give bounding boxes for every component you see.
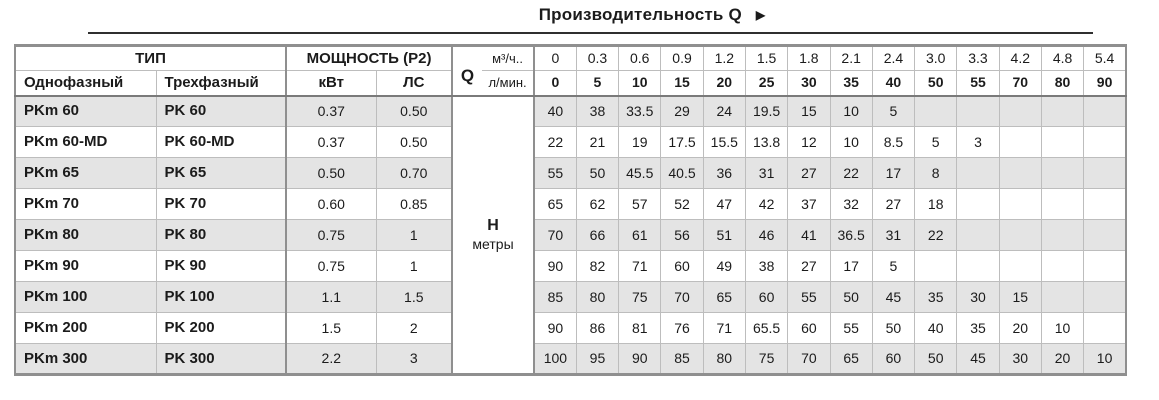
pump-row	[15, 96, 1126, 127]
flow-lmin-value: 10	[619, 71, 661, 96]
head-value: 60	[661, 251, 703, 282]
power-kw: 0.75	[286, 251, 376, 282]
flow-m3h-value: 1.8	[788, 46, 830, 71]
pump-model-single: PKm 80	[15, 220, 156, 251]
head-value: 65.5	[745, 313, 787, 344]
header-row-units	[15, 71, 1126, 96]
head-value: 60	[788, 313, 830, 344]
head-value: 29	[661, 96, 703, 127]
head-value: 10	[1084, 344, 1126, 375]
power-hp: 0.50	[376, 96, 452, 127]
power-kw: 0.75	[286, 220, 376, 251]
head-value: 13.8	[745, 127, 787, 158]
flow-m3h-value: 0.9	[661, 46, 703, 71]
head-value: 71	[619, 251, 661, 282]
head-value: 95	[576, 344, 618, 375]
pump-model-three: PK 300	[156, 344, 286, 375]
head-value	[999, 220, 1041, 251]
q-header: Q	[452, 46, 482, 96]
head-value	[999, 96, 1041, 127]
flow-lmin-value: 40	[872, 71, 914, 96]
head-value	[1084, 220, 1126, 251]
lmin-unit-label: л/мин.	[482, 71, 534, 96]
head-value: 32	[830, 189, 872, 220]
flow-m3h-value: 2.1	[830, 46, 872, 71]
head-value: 27	[788, 158, 830, 189]
head-value: 55	[830, 313, 872, 344]
head-value: 70	[661, 282, 703, 313]
head-value: 38	[576, 96, 618, 127]
head-value: 71	[703, 313, 745, 344]
flow-lmin-value: 35	[830, 71, 872, 96]
h-label: H	[487, 217, 499, 234]
pump-model-three: PK 60-MD	[156, 127, 286, 158]
pump-row	[15, 158, 1126, 189]
head-value	[1041, 127, 1083, 158]
head-value: 12	[788, 127, 830, 158]
power-kw: 0.50	[286, 158, 376, 189]
m3h-unit-label: м³/ч..	[482, 46, 534, 71]
head-value: 90	[619, 344, 661, 375]
head-value: 100	[534, 344, 576, 375]
power-hp: 0.70	[376, 158, 452, 189]
head-value: 10	[830, 127, 872, 158]
pump-model-single: PKm 90	[15, 251, 156, 282]
head-value: 82	[576, 251, 618, 282]
head-value: 66	[576, 220, 618, 251]
power-hp: 1.5	[376, 282, 452, 313]
head-value: 75	[745, 344, 787, 375]
head-value: 70	[534, 220, 576, 251]
head-value: 76	[661, 313, 703, 344]
head-value	[1084, 158, 1126, 189]
flow-lmin-value: 80	[1041, 71, 1083, 96]
single-phase-header: Однофазный	[15, 71, 156, 96]
head-value: 50	[872, 313, 914, 344]
three-phase-header: Трехфазный	[156, 71, 286, 96]
flow-lmin-value: 5	[576, 71, 618, 96]
pump-model-three: PK 90	[156, 251, 286, 282]
head-value: 75	[619, 282, 661, 313]
power-hp: 3	[376, 344, 452, 375]
head-value: 50	[576, 158, 618, 189]
head-value: 19.5	[745, 96, 787, 127]
head-value: 61	[619, 220, 661, 251]
flow-m3h-value: 0.3	[576, 46, 618, 71]
head-value: 10	[830, 96, 872, 127]
head-value: 10	[1041, 313, 1083, 344]
head-value: 49	[703, 251, 745, 282]
head-value: 18	[915, 189, 957, 220]
head-value: 38	[745, 251, 787, 282]
pump-model-three: PK 60	[156, 96, 286, 127]
head-value: 30	[999, 344, 1041, 375]
pump-model-single: PKm 100	[15, 282, 156, 313]
head-value: 40.5	[661, 158, 703, 189]
head-value: 70	[788, 344, 830, 375]
head-value: 80	[576, 282, 618, 313]
kw-header: кВт	[286, 71, 376, 96]
head-value: 57	[619, 189, 661, 220]
flow-m3h-value: 4.8	[1041, 46, 1083, 71]
head-value: 24	[703, 96, 745, 127]
head-value: 62	[576, 189, 618, 220]
power-kw: 0.37	[286, 127, 376, 158]
head-value	[957, 158, 999, 189]
head-value	[1084, 96, 1126, 127]
head-value: 60	[872, 344, 914, 375]
head-value: 80	[703, 344, 745, 375]
power-hp: 0.85	[376, 189, 452, 220]
pump-model-single: PKm 70	[15, 189, 156, 220]
head-value	[999, 189, 1041, 220]
head-value: 22	[915, 220, 957, 251]
head-value: 19	[619, 127, 661, 158]
head-value	[915, 251, 957, 282]
head-value: 5	[872, 96, 914, 127]
head-value: 3	[957, 127, 999, 158]
flow-m3h-value: 2.4	[872, 46, 914, 71]
meters-label: метры	[472, 235, 514, 252]
flow-lmin-value: 15	[661, 71, 703, 96]
head-value	[999, 127, 1041, 158]
flow-lmin-value: 50	[915, 71, 957, 96]
pump-model-single: PKm 300	[15, 344, 156, 375]
head-value	[957, 220, 999, 251]
head-value: 20	[1041, 344, 1083, 375]
head-value: 36.5	[830, 220, 872, 251]
flow-lmin-value: 55	[957, 71, 999, 96]
head-value: 65	[703, 282, 745, 313]
power-kw: 0.37	[286, 96, 376, 127]
flow-m3h-value: 0.6	[619, 46, 661, 71]
head-value: 65	[830, 344, 872, 375]
head-value	[1041, 96, 1083, 127]
head-value: 15	[999, 282, 1041, 313]
head-value: 5	[872, 251, 914, 282]
head-value	[915, 96, 957, 127]
right-arrow-icon: ▶	[755, 8, 766, 22]
head-value: 85	[661, 344, 703, 375]
pump-row	[15, 251, 1126, 282]
flow-m3h-value: 1.2	[703, 46, 745, 71]
type-group-header: ТИП	[15, 46, 286, 71]
head-value: 46	[745, 220, 787, 251]
flow-lmin-value: 90	[1084, 71, 1126, 96]
head-value: 45	[957, 344, 999, 375]
pump-row	[15, 344, 1126, 375]
flow-lmin-value: 70	[999, 71, 1041, 96]
head-value: 36	[703, 158, 745, 189]
power-hp: 0.50	[376, 127, 452, 158]
pump-model-single: PKm 60	[15, 96, 156, 127]
head-value: 15	[788, 96, 830, 127]
head-value: 17	[872, 158, 914, 189]
head-value: 30	[957, 282, 999, 313]
head-value: 51	[703, 220, 745, 251]
head-value	[999, 251, 1041, 282]
head-value: 22	[534, 127, 576, 158]
pump-model-three: PK 65	[156, 158, 286, 189]
power-group-header: МОЩНОСТЬ (P2)	[286, 46, 452, 71]
pump-row	[15, 189, 1126, 220]
hp-header: ЛС	[376, 71, 452, 96]
pump-model-single: PKm 200	[15, 313, 156, 344]
head-value: 90	[534, 251, 576, 282]
head-value	[1041, 220, 1083, 251]
pump-model-single: PKm 65	[15, 158, 156, 189]
head-value: 8	[915, 158, 957, 189]
head-value	[1041, 251, 1083, 282]
flow-lmin-value: 0	[534, 71, 576, 96]
head-value	[1041, 189, 1083, 220]
page-title	[539, 5, 766, 25]
head-value	[957, 189, 999, 220]
head-value: 81	[619, 313, 661, 344]
head-value: 90	[534, 313, 576, 344]
power-kw: 1.5	[286, 313, 376, 344]
head-value: 47	[703, 189, 745, 220]
head-value: 56	[661, 220, 703, 251]
head-value: 50	[830, 282, 872, 313]
head-value: 52	[661, 189, 703, 220]
head-value	[1084, 189, 1126, 220]
flow-lmin-value: 30	[788, 71, 830, 96]
pump-model-three: PK 200	[156, 313, 286, 344]
head-value: 45.5	[619, 158, 661, 189]
head-value	[1084, 251, 1126, 282]
power-hp: 2	[376, 313, 452, 344]
head-value: 45	[872, 282, 914, 313]
head-value: 21	[576, 127, 618, 158]
head-value: 86	[576, 313, 618, 344]
head-value: 40	[534, 96, 576, 127]
head-value: 15.5	[703, 127, 745, 158]
flow-m3h-value: 4.2	[999, 46, 1041, 71]
pump-row	[15, 127, 1126, 158]
pump-row	[15, 220, 1126, 251]
head-value: 35	[915, 282, 957, 313]
head-value	[957, 96, 999, 127]
title-underline	[88, 32, 1093, 34]
flow-lmin-value: 25	[745, 71, 787, 96]
head-value: 35	[957, 313, 999, 344]
head-value	[1084, 313, 1126, 344]
power-hp: 1	[376, 220, 452, 251]
head-value: 55	[788, 282, 830, 313]
head-value: 17.5	[661, 127, 703, 158]
power-kw: 2.2	[286, 344, 376, 375]
head-value: 40	[915, 313, 957, 344]
head-value: 33.5	[619, 96, 661, 127]
pump-row	[15, 282, 1126, 313]
head-value: 65	[534, 189, 576, 220]
head-value	[1084, 127, 1126, 158]
head-value	[1041, 158, 1083, 189]
flow-m3h-value: 3.3	[957, 46, 999, 71]
power-kw: 0.60	[286, 189, 376, 220]
pump-model-single: PKm 60-MD	[15, 127, 156, 158]
pump-performance-table	[14, 44, 1127, 376]
performance-title-text: Производительность Q	[538, 5, 742, 24]
header-row-groups	[15, 46, 1126, 71]
head-value	[999, 158, 1041, 189]
head-value: 17	[830, 251, 872, 282]
head-value: 31	[872, 220, 914, 251]
flow-lmin-value: 20	[703, 71, 745, 96]
head-value: 55	[534, 158, 576, 189]
flow-m3h-value: 5.4	[1084, 46, 1126, 71]
head-meters-cell	[452, 96, 534, 375]
pump-model-three: PK 70	[156, 189, 286, 220]
flow-m3h-value: 3.0	[915, 46, 957, 71]
head-value: 85	[534, 282, 576, 313]
power-hp: 1	[376, 251, 452, 282]
head-value: 50	[915, 344, 957, 375]
pump-model-three: PK 100	[156, 282, 286, 313]
head-value: 60	[745, 282, 787, 313]
head-value: 41	[788, 220, 830, 251]
head-value	[957, 251, 999, 282]
pump-model-three: PK 80	[156, 220, 286, 251]
head-value: 31	[745, 158, 787, 189]
flow-m3h-value: 1.5	[745, 46, 787, 71]
head-value: 42	[745, 189, 787, 220]
head-value: 27	[872, 189, 914, 220]
head-value: 37	[788, 189, 830, 220]
flow-m3h-value: 0	[534, 46, 576, 71]
pump-row	[15, 313, 1126, 344]
head-value: 22	[830, 158, 872, 189]
head-value: 8.5	[872, 127, 914, 158]
head-value	[1041, 282, 1083, 313]
head-value	[1084, 282, 1126, 313]
head-value: 20	[999, 313, 1041, 344]
power-kw: 1.1	[286, 282, 376, 313]
head-value: 5	[915, 127, 957, 158]
head-value: 27	[788, 251, 830, 282]
